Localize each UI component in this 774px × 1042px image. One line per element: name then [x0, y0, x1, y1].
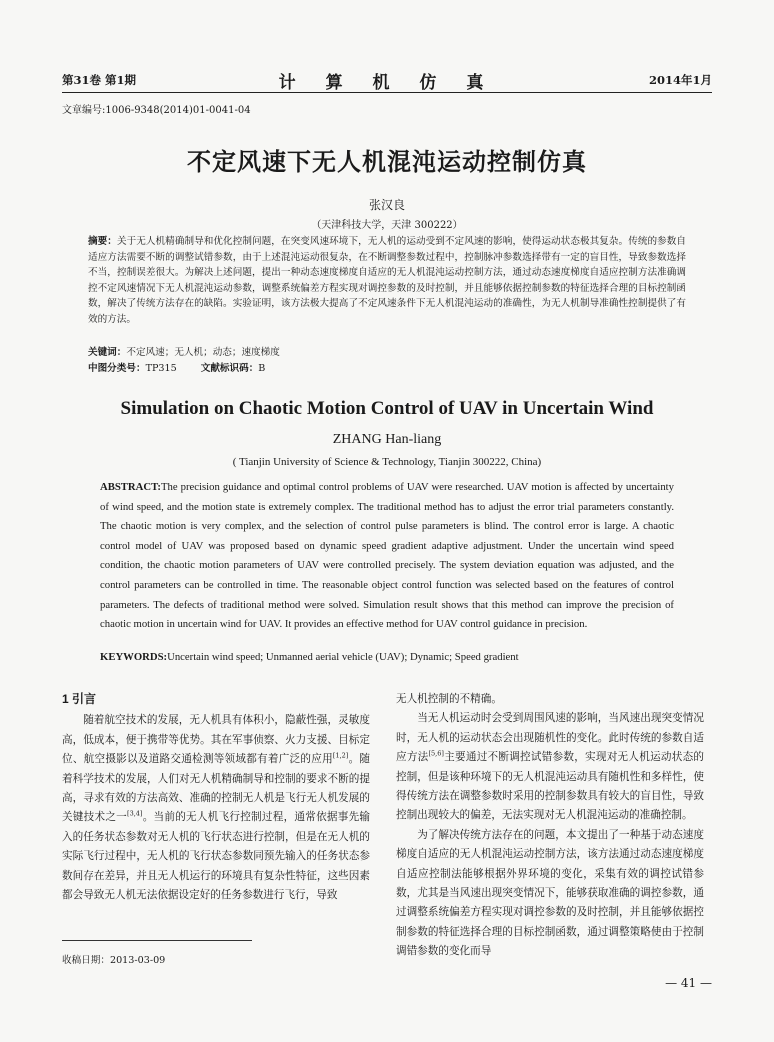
paragraph: 当无人机运动时会受到周围风速的影响，当风速出现突变情况时，无人机的运动状态会出现随机性的变化。此时传统的参数自适应方法[5,6]主要通过不断调控试错参数，实现对无人机运动状态的控制，但是该种环境下的无人机混沌运动具有随机性和多样性，使得传统方法在调整参数时采用的控制参数具有较大的盲目性，导致控制出现较大的偏差，无法实现对无人机混沌运动的准确控制。	[396, 712, 705, 822]
english-abstract-text: The precision guidance and optimal control problems of UAV were researched. UAV motion is affected by uncertainty of wind speed, and the motion state is extremely complex. The traditional method has to adjust the error trial parameters constantly. The chaotic motion is very complex, and the selection of control pulse parameters is blind. The control error is large. A chaotic control model of UAV was proposed based on dynamic speed gradient adaptive adjustment. Under the uncertain wind speed condition, the chaotic motion parameters of UAV were controlled precisely. The system deviation equation was adjusted, and the control parameters can be controlled in time. The reasonable object control function was selected based on the features of control parameters. The defects of traditional method were solved. Simulation result shows that this method can improve the precision of chaotic motion in uncertain wind for UAV. It provides an effective method for UAV control guidance in precision.	[100, 481, 674, 631]
running-header	[62, 68, 712, 93]
classification	[88, 360, 265, 374]
paragraph: 随着航空技术的发展，无人机具有体积小，隐蔽性强，灵敏度高，低成本，便于携带等优势。其在军事侦察、火力支援、目标定位、航空摄影以及道路交通检测等领域都有着广泛的应用[1,2]。随着科学技术的发展，人们对无人机精确制导和控制的要求不断的提高，寻求有效的方法高效、准确的控制无人机是飞行无人机发展的关键技术之一[3,4]。当前的无人机飞行控制过程，通常依据事先输入的任务状态参数对无人机的飞行状态进行控制，但是在无人机的实际飞行过程中，无人机的飞行状态参数同预先输入的任务状态参数间存在差异，并且无人机运行的环境具有复杂性特征，这些因素都会导致无人机无法依据设定好的任务参数进行飞行，导致	[62, 714, 371, 902]
page-number: — 41 —	[665, 976, 712, 990]
paragraph: 为了解决传统方法存在的问题，本文提出了一种基于动态速度梯度自适应的无人机混沌运动控制方法，该方法通过动态速度梯度自适应控制法能够根据外界环境的变化，采集有效的调控试错参数，尤其是当风速出现突变情况下，能够获取准确的调控参数，通过调整系统偏差方程实现对调控参数的及时控制，并且能够依据控制参数的特征选择合理的目标控制函数，通过调整策略使由于控制调错参数的变化而导	[396, 828, 704, 958]
english-keywords-label: KEYWORDS:	[100, 651, 168, 663]
chinese-affiliation: （天津科技大学，天津 300222）	[311, 220, 463, 231]
abstract-label: 摘要：	[88, 236, 117, 247]
english-affiliation: ( Tianjin University of Science & Technology, Tianjin 300222, China)	[232, 456, 542, 468]
abstract-text: 关于无人机精确制导和优化控制问题，在突变风速环境下，无人机的运动受到不定风速的影响，使得运动状态极其复杂。传统的参数自适应方法需要不断的调整试错参数，由于上述混沌运动很复杂，在不断调整参数过程中，控制脉冲参数选择带有一定的盲目性，导致参数选择不当，控制误差很大。为解决上述问题，提出一种动态速度梯度自适应的无人机混沌运动控制方法，通过动态速度梯度自适应控制方法准确调控不定风速情况下无人机混沌运动参数，调整系统偏差方程实现对调控参数的及时控制，并且能够依据控制参数的特征选择合理的目标控制函数，解决了传统方法存在的缺陷。实验证明，该方法极大提高了不定风速条件下无人机混沌运动的准确性，为无人机制导准确性控制提供了有效的方法。	[88, 236, 687, 325]
header-rule	[62, 92, 712, 93]
chinese-title: 不定风速下无人机混沌运动控制仿真	[187, 147, 587, 176]
citation: [3,4]	[127, 809, 143, 818]
doc-code-value: B	[258, 363, 266, 374]
chinese-author: 张汉良	[368, 198, 405, 212]
chinese-keywords	[88, 344, 280, 358]
citation: [5,6]	[428, 749, 444, 758]
journal-name: 计 算 机 仿 真	[278, 73, 496, 93]
class-label: 中图分类号：	[88, 363, 146, 374]
english-author: ZHANG Han-liang	[332, 432, 442, 447]
english-title: Simulation on Chaotic Motion Control of UAV in Uncertain Wind	[120, 398, 654, 419]
keywords-text: 不定风速；无人机；动态；速度梯度	[126, 347, 280, 358]
chinese-abstract	[88, 234, 686, 328]
english-abstract	[100, 478, 674, 635]
english-keywords	[100, 651, 684, 663]
doc-code-label: 文献标识码：	[200, 363, 259, 374]
keywords-label: 关键词：	[88, 347, 127, 358]
paragraph-continued: 无人机控制的不精确。	[396, 693, 502, 705]
citation: [1,2]	[332, 751, 349, 760]
footnote-rule	[62, 940, 252, 941]
body-column-left	[62, 690, 370, 905]
english-abstract-label: ABSTRACT:	[100, 481, 161, 493]
journal-issue: 第31卷 第1期	[62, 73, 137, 87]
received-date: 收稿日期：2013-03-09	[62, 955, 166, 966]
english-keywords-text: Uncertain wind speed; Unmanned aerial vehicle (UAV); Dynamic; Speed gradient	[167, 651, 519, 663]
article-number: 文章编号:1006-9348(2014)01-0041-04	[62, 105, 251, 116]
body-column-right	[396, 690, 704, 962]
class-value: TP315	[145, 363, 177, 374]
issue-date: 2014年1月	[648, 73, 712, 87]
section-heading: 1 引言	[62, 692, 97, 706]
